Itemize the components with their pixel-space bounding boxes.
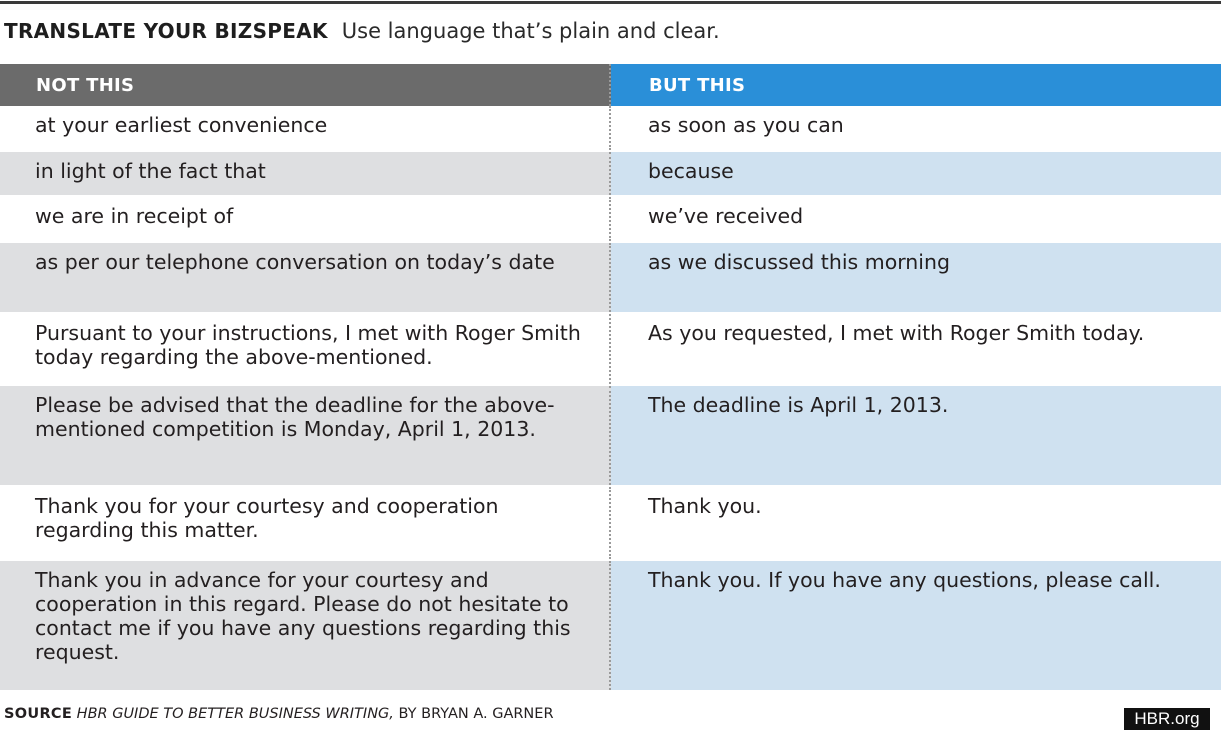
- table-row: [0, 487, 1221, 561]
- but-this-cell: we’ve received: [611, 197, 1221, 241]
- page-subtitle: Use language that’s plain and clear.: [341, 19, 720, 43]
- but-this-cell: As you requested, I met with Roger Smith today.: [611, 314, 1221, 384]
- not-this-cell: Please be advised that the deadline for the above-mentioned competition is Monday, April 1, 2013.: [0, 386, 611, 485]
- column-header-but-this: BUT THIS: [611, 64, 1221, 106]
- not-this-cell: Thank you for your courtesy and cooperation regarding this matter.: [0, 487, 611, 559]
- table-row: [0, 314, 1221, 386]
- table-row: [0, 243, 1221, 314]
- not-this-cell: as per our telephone conversation on today’s date: [0, 243, 611, 312]
- table-header: [0, 64, 1221, 106]
- column-header-not-this: NOT THIS: [0, 64, 611, 106]
- but-this-cell: as we discussed this morning: [611, 243, 1221, 312]
- table-row: [0, 106, 1221, 152]
- not-this-cell: Thank you in advance for your courtesy and cooperation in this regard. Please do not hesitate to contact me if you have any questions regarding this request.: [0, 561, 611, 690]
- source-credit: [4, 706, 554, 722]
- header: [4, 14, 720, 48]
- table-row: [0, 152, 1221, 197]
- not-this-cell: we are in receipt of: [0, 197, 611, 241]
- source-title: HBR GUIDE TO BETTER BUSINESS WRITING,: [76, 706, 394, 722]
- source-label: SOURCE: [4, 706, 73, 722]
- but-this-cell: The deadline is April 1, 2013.: [611, 386, 1221, 485]
- not-this-cell: in light of the fact that: [0, 152, 611, 195]
- but-this-cell: as soon as you can: [611, 106, 1221, 150]
- not-this-cell: Pursuant to your instructions, I met with Roger Smith today regarding the above-mentioned.: [0, 314, 611, 384]
- bizspeak-table: [0, 64, 1221, 690]
- not-this-cell: at your earliest convenience: [0, 106, 611, 150]
- but-this-cell: Thank you. If you have any questions, please call.: [611, 561, 1221, 690]
- table-row: [0, 386, 1221, 487]
- but-this-cell: Thank you.: [611, 487, 1221, 559]
- page-title: TRANSLATE YOUR BIZSPEAK: [4, 19, 328, 43]
- table-row: [0, 197, 1221, 243]
- top-rule: [0, 1, 1221, 4]
- but-this-cell: because: [611, 152, 1221, 195]
- hbr-badge: HBR.org: [1124, 708, 1210, 730]
- source-author: BY BRYAN A. GARNER: [398, 706, 554, 722]
- table-row: [0, 561, 1221, 690]
